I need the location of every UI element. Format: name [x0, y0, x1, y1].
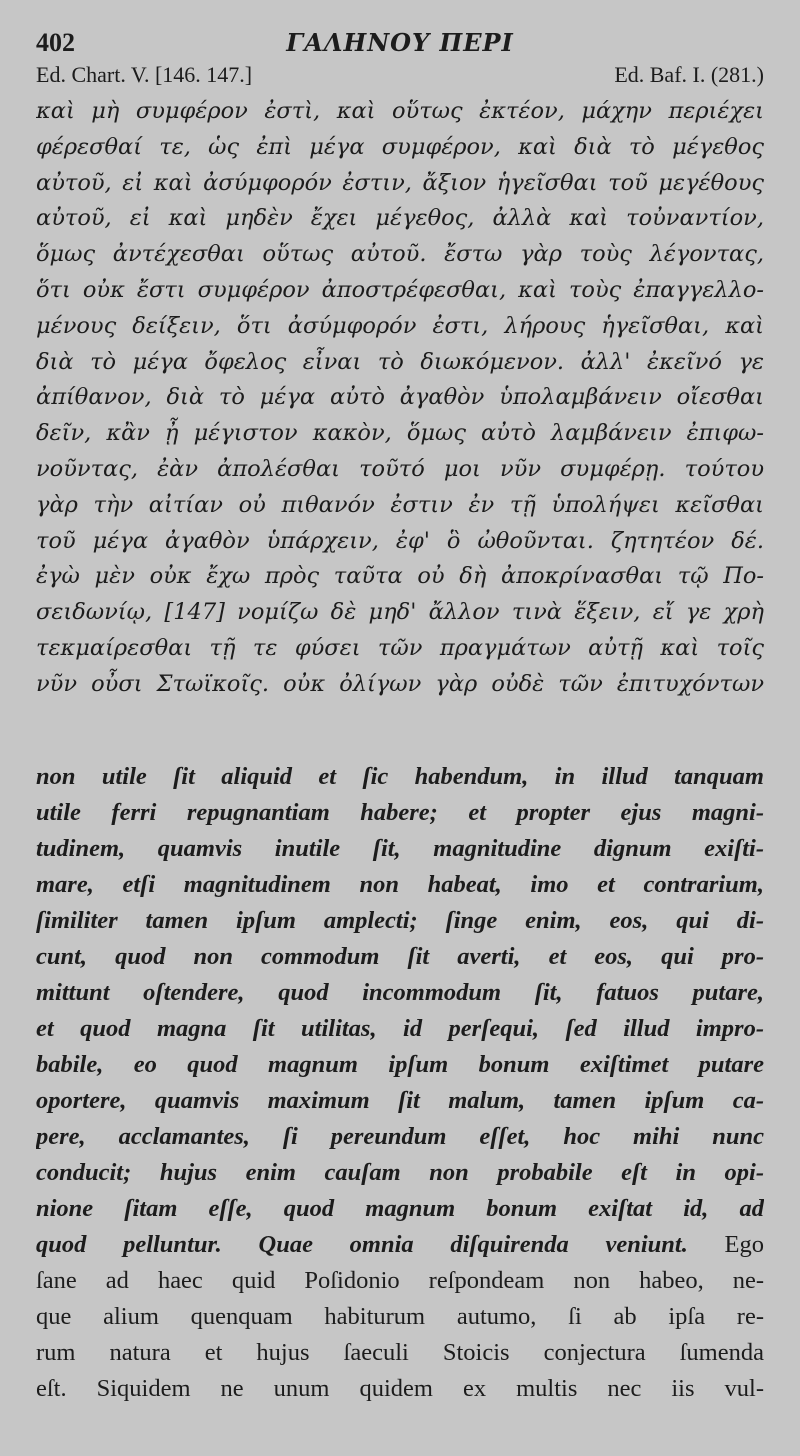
latin-text-line: mittunt oſtendere, quod incommodum ſit, fatuos putare,	[36, 978, 764, 1006]
greek-text-line: ἀπίθανον, διὰ τὸ μέγα αὐτὸ ἀγαθὸν ὑπολαμβάνειν οἴεσθαι	[36, 384, 764, 411]
greek-text-line: σειδωνίῳ, [147] νομίζω δὲ μηδ' ἄλλον τινὰ ἕξειν, εἴ γε χρὴ	[36, 599, 764, 626]
latin-text-line: oportere, quamvis maximum ſit malum, tamen ipſum ca-	[36, 1086, 764, 1114]
running-title: ΓΑΛΗΝΟΥ ΠΕΡΙ	[286, 28, 514, 57]
latin-text-line: pere, acclamantes, ſi pereundum eſſet, hoc mihi nunc	[36, 1122, 764, 1150]
running-head	[36, 20, 764, 60]
latin-text-line: et quod magna ſit utilitas, id perſequi, ſed illud impro-	[36, 1014, 764, 1042]
latin-text-line: que alium quenquam habiturum autumo, ſi ab ipſa re-	[36, 1302, 764, 1330]
latin-text-line: utile ferri repugnantiam habere; et propter ejus magni-	[36, 798, 764, 826]
greek-text-line: νοῦντας, ἐὰν ἀπολέσθαι τοῦτό μοι νῦν συμφέρῃ. τούτου	[36, 455, 764, 482]
latin-italic-segment: quod pelluntur. Quae omnia diſquirenda veniunt.	[36, 1230, 688, 1258]
greek-text-line: δεῖν, κἂν ᾖ μέγιστον κακὸν, ὅμως αὐτὸ λαμβάνειν ἐπιφω-	[36, 420, 764, 447]
greek-text-line: αὐτοῦ, εἰ καὶ ἀσύμφορόν ἐστιν, ἄξιον ἡγεῖσθαι τοῦ μεγέθους	[36, 169, 764, 196]
latin-text-line: ſimiliter tamen ipſum amplecti; ſinge enim, eos, qui di-	[36, 906, 764, 934]
latin-text-line: tudinem, quamvis inutile ſit, magnitudine dignum exiſti-	[36, 834, 764, 862]
latin-text-line: cunt, quod non commodum ſit averti, et eos, qui pro-	[36, 942, 764, 970]
latin-text-line: ſane ad haec quid Poſidonio reſpondeam non habeo, ne-	[36, 1266, 764, 1294]
greek-text-line: διὰ τὸ μέγα ὄφελος εἶναι τὸ διωκόμενον. ἀλλ' ἐκεῖνό γε	[36, 348, 764, 375]
latin-roman-segment: Ego	[687, 1230, 764, 1258]
edition-basel-reference: Ed. Baf. I. (281.)	[614, 62, 764, 87]
greek-text-line: μένους δείξειν, ὅτι ἀσύμφορόν ἐστι, λήρους ἡγεῖσθαι, καὶ	[36, 312, 764, 339]
greek-text-line: ὅτι οὐκ ἔστι συμφέρον ἀποστρέφεσθαι, καὶ τοὺς ἐπαγγελλο-	[36, 276, 764, 303]
edition-chartier-reference: Ed. Chart. V. [146. 147.]	[36, 62, 253, 87]
greek-text-line: ὅμως ἀντέχεσθαι οὕτως αὐτοῦ. ἔστω γὰρ τοὺς λέγοντας,	[36, 241, 764, 268]
latin-text-line-mixed	[36, 1227, 764, 1263]
greek-text-line: νῦν οὖσι Στωϊκοῖς. οὐκ ὀλίγων γὰρ οὐδὲ τῶν ἐπιτυχόντων	[36, 670, 764, 697]
latin-text-line: rum natura et hujus ſaeculi Stoicis conjectura ſumenda	[36, 1338, 764, 1366]
latin-text-line: mare, etſi magnitudinem non habeat, imo et contrarium,	[36, 870, 764, 898]
latin-text-line: nione ſitam eſſe, quod magnum bonum exiſtat id, ad	[36, 1194, 764, 1222]
greek-text-line: φέρεσθαί τε, ὡς ἐπὶ μέγα συμφέρον, καὶ διὰ τὸ μέγεθος	[36, 133, 764, 160]
edition-reference-line	[36, 60, 764, 94]
page-number: 402	[36, 28, 75, 57]
greek-text-column	[36, 94, 764, 703]
latin-text-line: non utile ſit aliquid et ſic habendum, in illud tanquam	[36, 762, 764, 790]
latin-text-line: babile, eo quod magnum ipſum bonum exiſtimet putare	[36, 1050, 764, 1078]
greek-text-line: τοῦ μέγα ἀγαθὸν ὑπάρχειν, ἐφ' ὃ ὠθοῦνται. ζητητέον δέ.	[36, 527, 764, 554]
column-separator-space	[36, 703, 764, 759]
greek-text-line: τεκμαίρεσθαι τῇ τε φύσει τῶν πραγμάτων αὐτῇ καὶ τοῖς	[36, 634, 764, 661]
latin-text-line: eſt. Siquidem ne unum quidem ex multis nec iis vul-	[36, 1374, 764, 1402]
greek-text-line: γὰρ τὴν αἰτίαν οὐ πιθανόν ἐστιν ἐν τῇ ὑπολήψει κεῖσθαι	[36, 491, 764, 518]
greek-text-line: καὶ μὴ συμφέρον ἐστὶ, καὶ οὕτως ἐκτέον, μάχην περιέχει	[36, 98, 764, 124]
greek-text-line: αὐτοῦ, εἰ καὶ μηδὲν ἔχει μέγεθος, ἀλλὰ καὶ τοὐναντίον,	[36, 205, 764, 232]
greek-text-line: ἐγὼ μὲν οὐκ ἔχω πρὸς ταῦτα οὐ δὴ ἀποκρίνασθαι τῷ Πο-	[36, 563, 764, 590]
latin-translation-column	[36, 759, 764, 1407]
latin-text-line: conducit; hujus enim cauſam non probabile eſt in opi-	[36, 1158, 764, 1186]
